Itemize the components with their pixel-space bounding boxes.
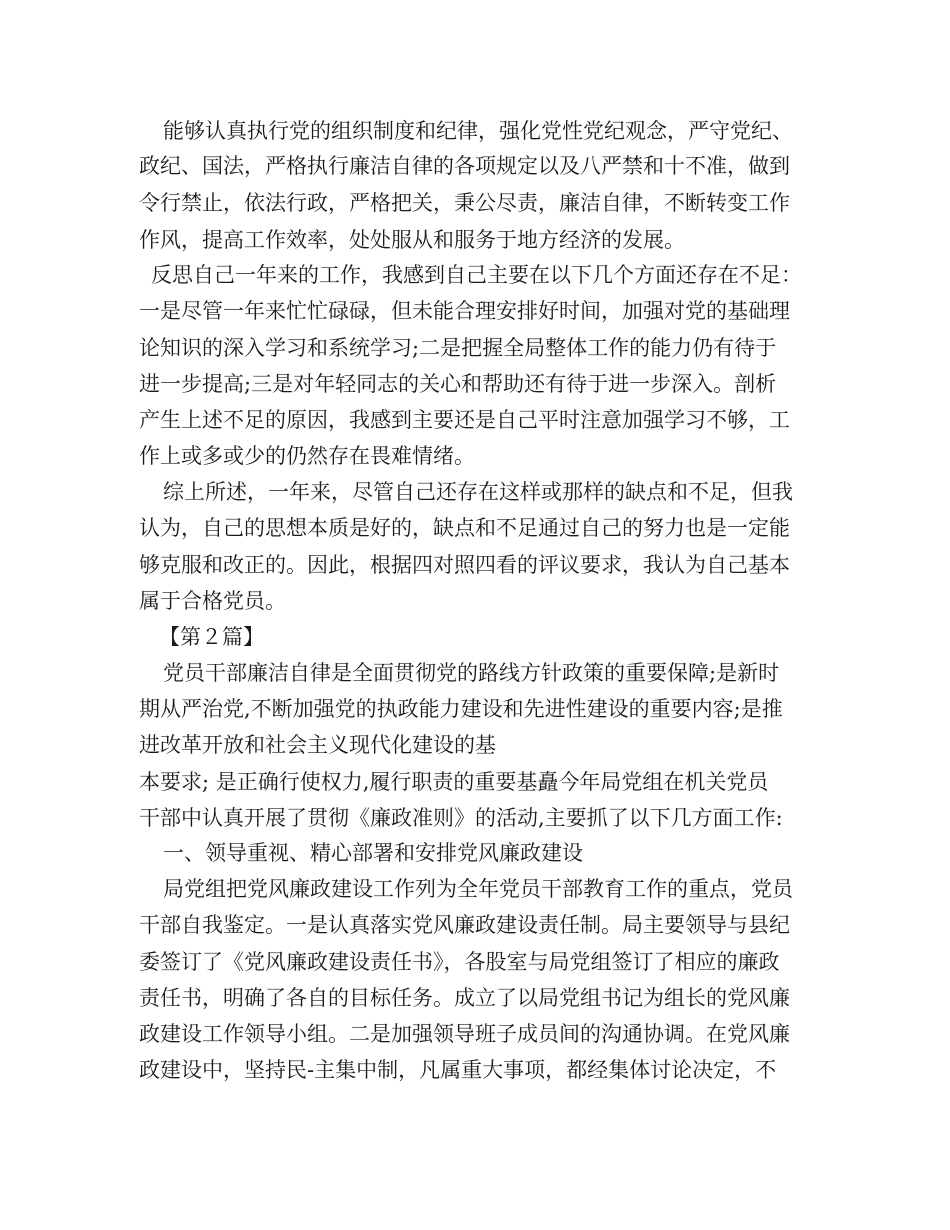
body-text-line: 进一步提高;三是对年轻同志的关心和帮助还有待于进一步深入。剖析 xyxy=(139,372,777,396)
body-text-line: 综上所述，一年来，尽管自己还存在这样或那样的缺点和不足，但我 xyxy=(163,480,793,504)
body-text-line: 能够认真执行党的组织制度和纪律，强化党性党纪观念，严守党纪、 xyxy=(163,119,793,143)
section-heading: 【第２篇】 xyxy=(159,625,264,649)
body-text-line: 政建设中，坚持民-主集中制，凡属重大事项，都经集体讨论决定，不 xyxy=(139,1058,777,1082)
body-text-line: 反思自己一年来的工作，我感到自己主要在以下几个方面还存在不足： xyxy=(151,263,802,287)
body-text-line: 党员干部廉洁自律是全面贯彻党的路线方针政策的重要保障;是新时 xyxy=(163,661,780,685)
body-text-line: 期从严治党,不断加强党的执政能力建设和先进性建设的重要内容;是推 xyxy=(139,697,783,721)
body-text-line: 作风，提高工作效率，处处服从和服务于地方经济的发展。 xyxy=(139,228,685,252)
body-text-line: 政纪、国法，严格执行廉洁自律的各项规定以及八严禁和十不准，做到 xyxy=(139,154,790,178)
body-text-line: 干部自我鉴定。一是认真落实党风廉政建设责任制。局主要领导与县纪 xyxy=(139,913,790,937)
body-text-line: 委签订了《党风廉政建设责任书》，各股室与局党组签订了相应的廉政 xyxy=(139,950,780,974)
body-text-line: 本要求; 是正确行使权力,履行职责的重要基矗今年局党组在机关党员 xyxy=(139,770,769,794)
body-text-line: 干部中认真开展了贯彻《廉政准则》的活动,主要抓了以下几方面工作: xyxy=(139,806,783,830)
body-text-line: 认为，自己的思想本质是好的，缺点和不足通过自己的努力也是一定能 xyxy=(139,516,790,540)
body-text-line: 作上或多或少的仍然存在畏难情绪。 xyxy=(139,444,475,468)
body-text-line: 够克服和改正的。因此，根据四对照四看的评议要求，我认为自己基本 xyxy=(139,553,790,577)
body-text-line: 进改革开放和社会主义现代化建设的基 xyxy=(139,733,496,757)
body-text-line: 产生上述不足的原因，我感到主要还是自己平时注意加强学习不够，工 xyxy=(139,408,790,432)
body-text-line: 局党组把党风廉政建设工作列为全年党员干部教育工作的重点，党员 xyxy=(163,877,793,901)
body-text-line: 论知识的深入学习和系统学习;二是把握全局整体工作的能力仍有待于 xyxy=(139,336,777,360)
body-text-line: 一是尽管一年来忙忙碌碌，但未能合理安排好时间，加强对党的基础理 xyxy=(139,299,790,323)
body-text-line: 令行禁止，依法行政，严格把关，秉公尽责，廉洁自律，不断转变工作 xyxy=(139,191,790,215)
subheading: 一、领导重视、精心部署和安排党风廉政建设 xyxy=(163,841,583,865)
body-text-line: 政建设工作领导小组。二是加强领导班子成员间的沟通协调。在党风廉 xyxy=(139,1022,790,1046)
body-text-line: 责任书，明确了各自的目标任务。成立了以局党组书记为组长的党风廉 xyxy=(139,986,790,1010)
body-text-line: 属于合格党员。 xyxy=(139,589,286,613)
